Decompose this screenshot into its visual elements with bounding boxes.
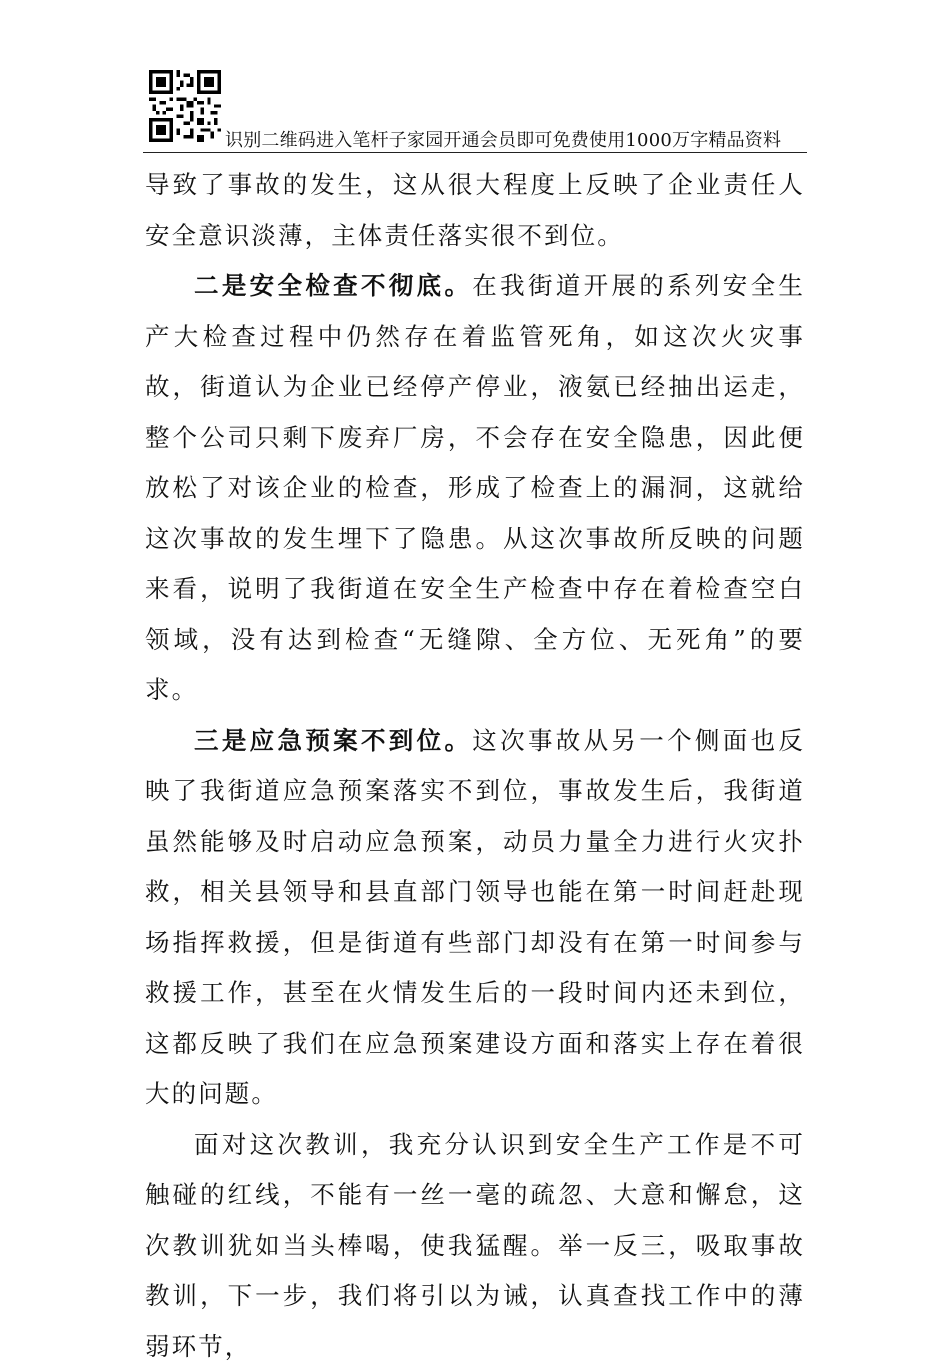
paragraph-2 [145, 261, 805, 716]
qr-code-icon[interactable] [147, 70, 223, 142]
paragraph-text: 这次事故从另一个侧面也反映了我街道应急预案落实不到位，事故发生后，我街道虽然能够及时启动应急预案，动员力量全力进行火灾扑救，相关县领导和县直部门领导也能在第一时间赶赴现场指挥救援，但是街道有些部门却没有在第一时间参与救援工作，甚至在火情发生后的一段时间内还未到位，这都反映了我们在应急预案建设方面和落实上存在着很大的问题。 [145, 726, 805, 1109]
paragraph-text: 面对这次教训，我充分认识到安全生产工作是不可触碰的红线，不能有一丝一毫的疏忽、大意和懈怠，这次教训犹如当头棒喝，使我猛醒。举一反三，吸取事故教训，下一步，我们将引以为诫，认真查找工作中的薄弱环节， [145, 1130, 805, 1361]
paragraph-lead: 二是安全检查不彻底。 [194, 271, 472, 300]
paragraph-4 [145, 1120, 805, 1372]
paragraph-3 [145, 716, 805, 1120]
paragraph-text: 导致了事故的发生，这从很大程度上反映了企业责任人安全意识淡薄，主体责任落实很不到位。 [145, 170, 805, 250]
header-banner-text: 识别二维码进入笔杆子家园开通会员即可免费使用1000万字精品资料 [225, 126, 781, 152]
document-body [145, 160, 805, 1372]
header-divider [143, 152, 807, 153]
paragraph-1 [145, 160, 805, 261]
page-header [143, 68, 807, 152]
paragraph-lead: 三是应急预案不到位。 [194, 726, 472, 755]
paragraph-text: 在我街道开展的系列安全生产大检查过程中仍然存在着监管死角，如这次火灾事故，街道认为企业已经停产停业，液氨已经抽出运走，整个公司只剩下废弃厂房，不会存在安全隐患，因此便放松了对该企业的检查，形成了检查上的漏洞，这就给这次事故的发生埋下了隐患。从这次事故所反映的问题来看，说明了我街道在安全生产检查中存在着检查空白领域，没有达到检查“无缝隙、全方位、无死角”的要求。 [145, 271, 805, 704]
